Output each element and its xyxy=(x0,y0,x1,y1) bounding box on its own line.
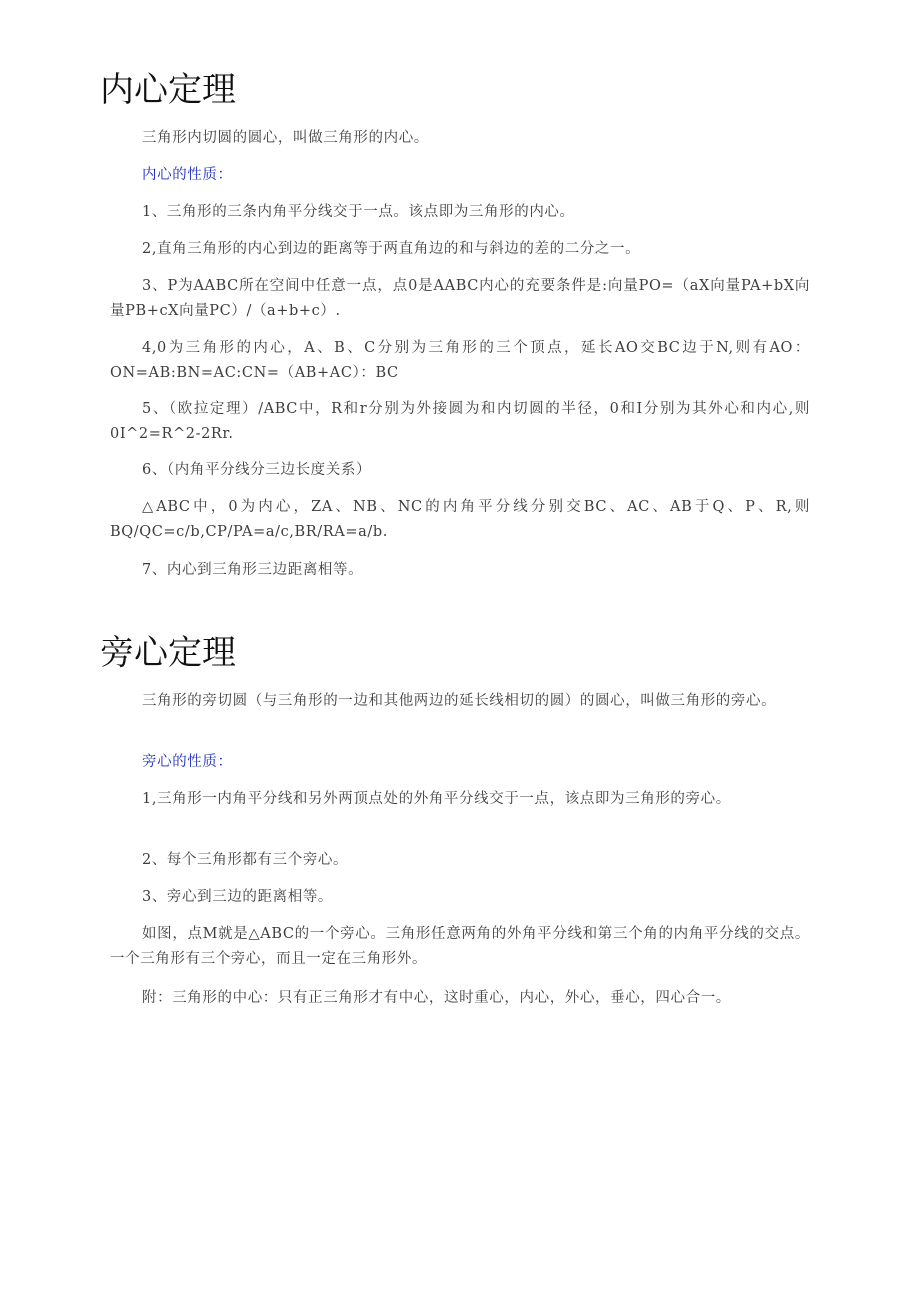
excenter-definition: 三角形的旁切圆（与三角形的一边和其他两边的延长线相切的圆）的圆心，叫做三角形的旁心。 xyxy=(142,693,777,709)
excenter-heading: 旁心定理 xyxy=(100,633,236,673)
excenter-property-1: 1,三角形一内角平分线和另外两顶点处的外角平分线交于一点，该点即为三角形的旁心。 xyxy=(142,791,731,807)
excenter-property-3: 3、旁心到三边的距离相等。 xyxy=(142,889,334,905)
excenter-figure-note: 如图，点M就是△ABC的一个旁心。三角形任意两角的外角平分线和第三个角的内角平分线的交点。一个三角形有三个旁心，而且一定在三角形外。 xyxy=(110,926,810,967)
center-appendix-note: 附：三角形的中心：只有正三角形才有中心，这时重心，内心，外心，垂心，四心合一。 xyxy=(142,990,731,1006)
incenter-properties-label: 内心的性质： xyxy=(142,167,233,183)
incenter-property-6: 6、（内角平分线分三边长度关系） xyxy=(142,462,372,478)
excenter-property-2: 2、每个三角形都有三个旁心。 xyxy=(142,852,349,868)
incenter-property-5: 5、（欧拉定理）/ABC中，R和r分别为外接圆为和内切圆的半径，0和I分别为其外心和内心,则0I^2=R^2-2Rr. xyxy=(110,401,810,442)
incenter-property-3: 3、P为AABC所在空间中任意一点，点0是AABC内心的充要条件是:向量PO=（aX向量PA+bX向量PB+cX向量PC）/（a+b+c）. xyxy=(110,278,810,319)
incenter-heading: 内心定理 xyxy=(100,70,236,110)
incenter-property-6-detail: △ABC中，0为内心，ZA、NB、NC的内角平分线分别交BC、AC、AB于Q、P、R,则BQ/QC=c/b,CP/PA=a/c,BR/RA=a/b. xyxy=(110,499,810,540)
excenter-properties-label: 旁心的性质： xyxy=(142,754,233,770)
incenter-property-2: 2,直角三角形的内心到边的距离等于两直角边的和与斜边的差的二分之一。 xyxy=(142,241,641,257)
incenter-definition: 三角形内切圆的圆心，叫做三角形的内心。 xyxy=(142,130,429,146)
incenter-property-1: 1、三角形的三条内角平分线交于一点。该点即为三角形的内心。 xyxy=(142,204,575,220)
incenter-property-4: 4,0为三角形的内心，A、B、C分别为三角形的三个顶点，延长AO交BC边于N,则有AO：ON=AB:BN=AC:CN=（AB+AC）：BC xyxy=(110,340,810,381)
incenter-property-7: 7、内心到三角形三边距离相等。 xyxy=(142,562,364,578)
